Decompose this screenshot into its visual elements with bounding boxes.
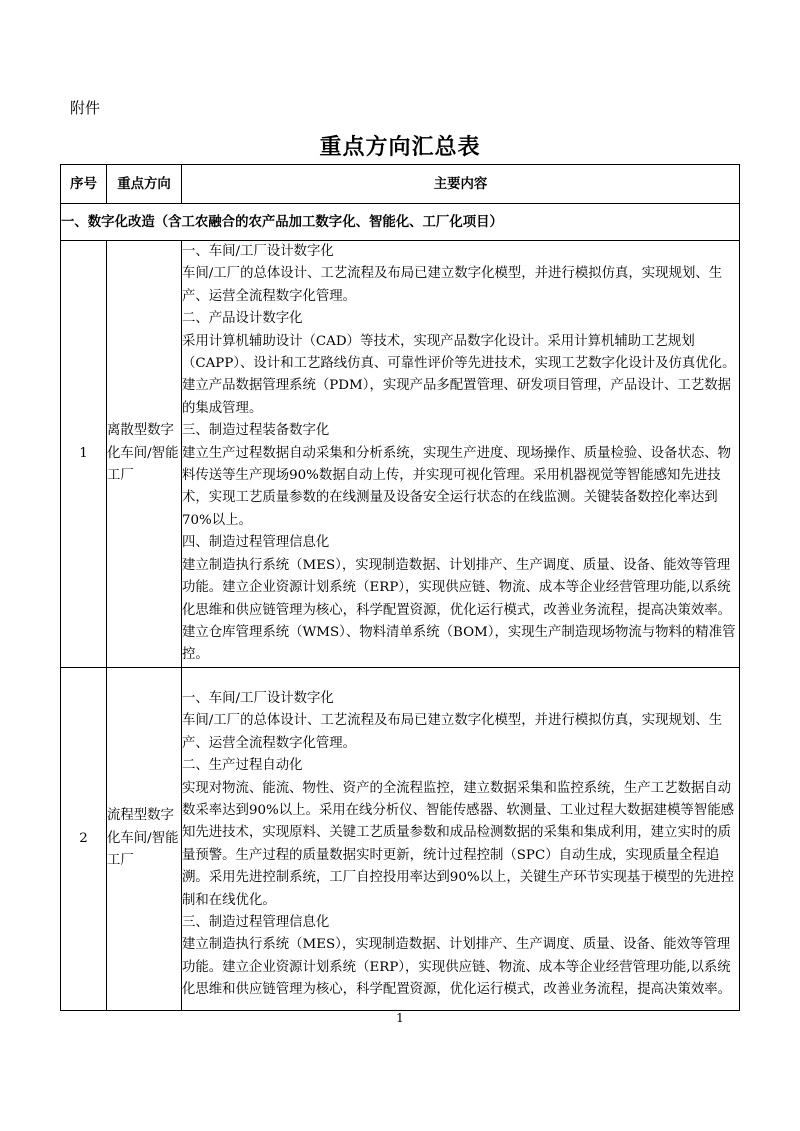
header-content: 主要内容 [182, 165, 740, 204]
content-block [182, 912, 739, 1002]
block-heading: 二、生产过程自动化 [182, 758, 303, 774]
content-block [182, 420, 739, 532]
row-number: 2 [61, 667, 107, 1010]
document-title: 重点方向汇总表 [319, 134, 481, 160]
block-heading: 三、制造过程管理信息化 [182, 914, 330, 930]
table-row [61, 241, 740, 668]
block-heading: 一、车间/工厂设计数字化 [182, 690, 334, 706]
block-text: 建立制造执行系统（MES），实现制造数据、计划排产、生产调度、质量、设备、能效等管理功能。建立企业资源计划系统（ERP），实现供应链、物流、成本等企业经营管理功能,以系统化思维和供应链管理为核心，科学配置资源，优化运行模式，改善业务流程，提高决策效率。 [182, 937, 732, 998]
attachment-label: 附件 [70, 99, 101, 117]
row-content [182, 241, 740, 668]
header-row [61, 165, 740, 204]
block-heading: 一、车间/工厂设计数字化 [182, 244, 334, 259]
row-direction: 流程型数字化车间/智能工厂 [107, 667, 182, 1010]
block-heading: 二、产品设计数字化 [182, 311, 303, 327]
block-text: 车间/工厂的总体设计、工艺流程及布局已建立数字化模型，并进行模拟仿真，实现规划、生产、运营全流程数字化管理。 [182, 266, 723, 304]
section-title: 一、数字化改造（含工农融合的农产品加工数字化、智能化、工厂化项目） [61, 204, 740, 241]
row-number: 1 [61, 241, 107, 668]
block-text: 建立生产过程数据自动采集和分析系统，实现生产进度、现场操作、质量检验、设备状态、物料传送等生产现场90%数据自动上传，并实现可视化管理。采用机器视觉等智能感知先进技术，实现工艺质量参数的在线测量及设备安全运行状态的在线监测。关键装备数控化率达到70%以上。 [182, 445, 732, 528]
block-text: 建立制造执行系统（MES），实现制造数据、计划排产、生产调度、质量、设备、能效等管理功能。建立企业资源计划系统（ERP），实现供应链、物流、成本等企业经营管理功能,以系统化思维和供应链管理为核心，科学配置资源，优化运行模式，改善业务流程，提高决策效率。建立仓库管理系统（WMS）、物料清单系统（BOM），实现生产制造现场物流与物料的精准管控。 [182, 557, 736, 663]
content-block [182, 308, 739, 420]
block-text: 车间/工厂的总体设计、工艺流程及布局已建立数字化模型，并进行模拟仿真，实现规划、生产、运营全流程数字化管理。 [182, 713, 723, 751]
header-num: 序号 [61, 165, 107, 204]
block-heading: 三、制造过程装备数字化 [182, 423, 330, 439]
page-number: 1 [396, 1011, 404, 1025]
block-text: 采用计算机辅助设计（CAD）等技术，实现产品数字化设计。采用计算机辅助工艺规划（CAPP）、设计和工艺路线仿真、可靠性评价等先进技术，实现工艺数字化设计及仿真优化。建立产品数据管理系统（PDM），实现产品多配置管理、研发项目管理，产品设计、工艺数据的集成管理。 [182, 333, 736, 416]
row-direction: 离散型数字化车间/智能工厂 [107, 241, 182, 668]
summary-table [60, 164, 740, 1011]
section-row [61, 204, 740, 241]
content-block [182, 241, 739, 308]
content-block [182, 688, 739, 755]
row-content [182, 667, 740, 1010]
content-block [182, 532, 739, 666]
block-text: 实现对物流、能流、物性、资产的全流程监控，建立数据采集和监控系统，生产工艺数据自动数采率达到90%以上。采用在线分析仪、智能传感器、软测量、工业过程大数据建模等智能感知先进技术，实现原料、关键工艺质量参数和成品检测数据的采集和集成利用，建立实时的质量预警。生产过程的质量数据实时更新，统计过程控制（SPC）自动生成，实现质量全程追溯。采用先进控制系统，工厂自控投用率达到90%以上，关键生产环节实现基于模型的先进控制和在线优化。 [182, 780, 734, 908]
content-block [182, 755, 739, 912]
header-direction: 重点方向 [107, 165, 182, 204]
block-heading: 四、制造过程管理信息化 [182, 535, 330, 551]
table-row [61, 667, 740, 1010]
